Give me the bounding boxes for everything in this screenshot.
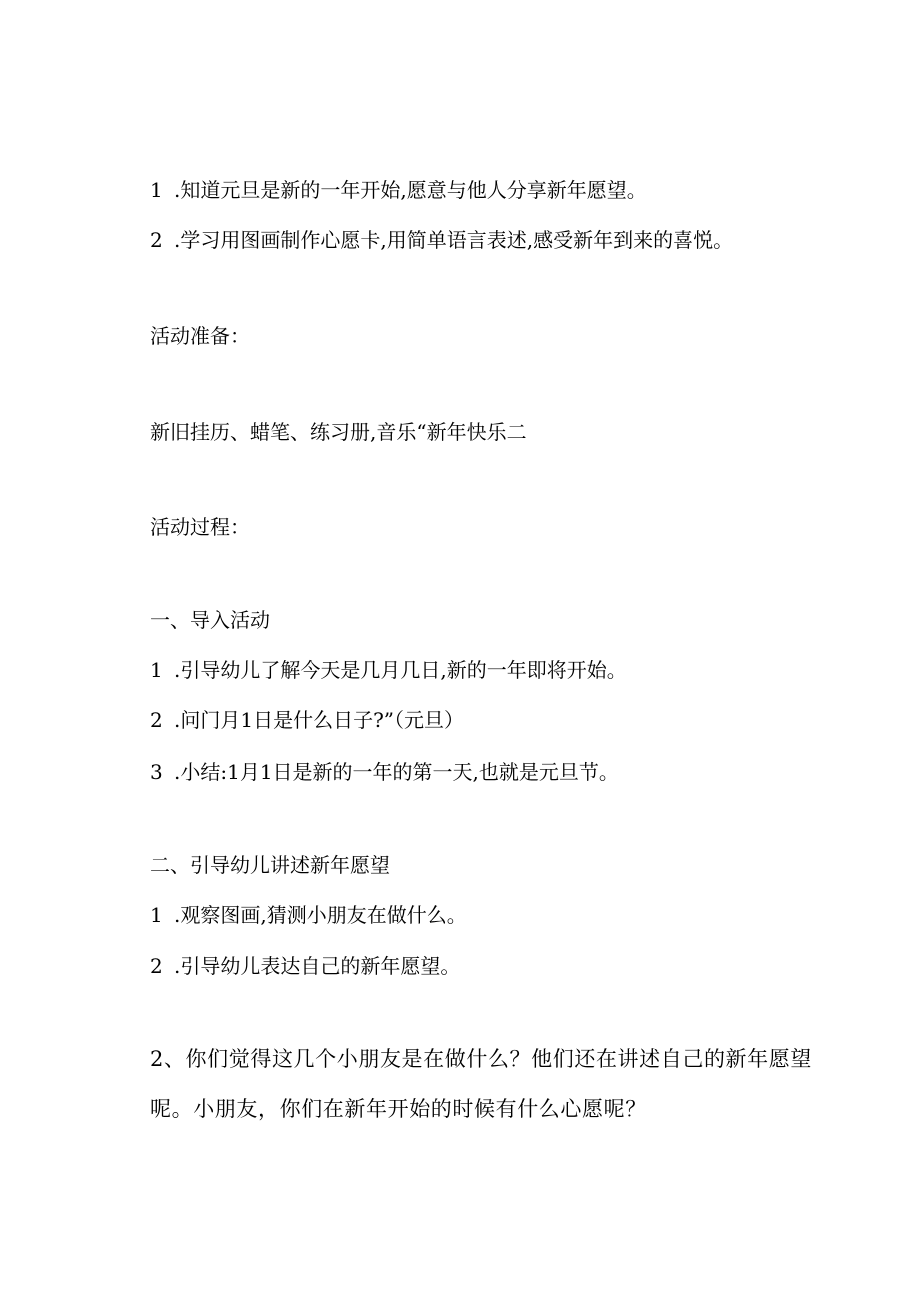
item-text: .引导幼儿表达自己的新年愿望。: [174, 954, 461, 978]
item-number: 2: [150, 954, 163, 978]
item-text: .观察图画,猜测小朋友在做什么。: [174, 903, 467, 927]
objective-item-1: [150, 178, 647, 202]
paragraph-line-1: 2、你们觉得这几个小朋友是在做什么？他们还在讲述自己的新年愿望: [150, 1047, 812, 1071]
item-text: .引导幼儿了解今天是几月几日,新的一年即将开始。: [174, 658, 627, 682]
section-1-item-3: [150, 760, 619, 784]
section-2-item-2: [150, 954, 460, 978]
item-number: 3: [150, 760, 163, 784]
preparation-heading: 活动准备：: [150, 324, 250, 348]
item-number: 1: [150, 903, 163, 927]
item-text: .小结:1月1日是新的一年的第一天,也就是元旦节。: [174, 760, 619, 784]
preparation-content: 新旧挂历、蜡笔、练习册,音乐“新年快乐二: [150, 420, 527, 444]
objective-number: 1: [150, 178, 163, 202]
section-2-item-1: [150, 903, 467, 927]
section-1-title: 一、导入活动: [150, 608, 270, 632]
objective-item-2: [150, 228, 733, 252]
item-number: 1: [150, 658, 163, 682]
item-text: .问门月1日是什么日子?”（元旦）: [174, 708, 465, 732]
section-1-item-2: [150, 708, 464, 732]
objective-number: 2: [150, 228, 163, 252]
section-1-item-1: [150, 658, 627, 682]
objective-text: .学习用图画制作心愿卡,用简单语言表述,感受新年到来的喜悦。: [174, 228, 734, 252]
section-2-title: 二、引导幼儿讲述新年愿望: [150, 853, 390, 877]
paragraph-line-2: 呢。小朋友，你们在新年开始的时候有什么心愿呢？: [150, 1097, 647, 1121]
item-number: 2: [150, 708, 163, 732]
objective-text: .知道元旦是新的一年开始,愿意与他人分享新年愿望。: [174, 178, 647, 202]
process-heading: 活动过程：: [150, 515, 250, 539]
